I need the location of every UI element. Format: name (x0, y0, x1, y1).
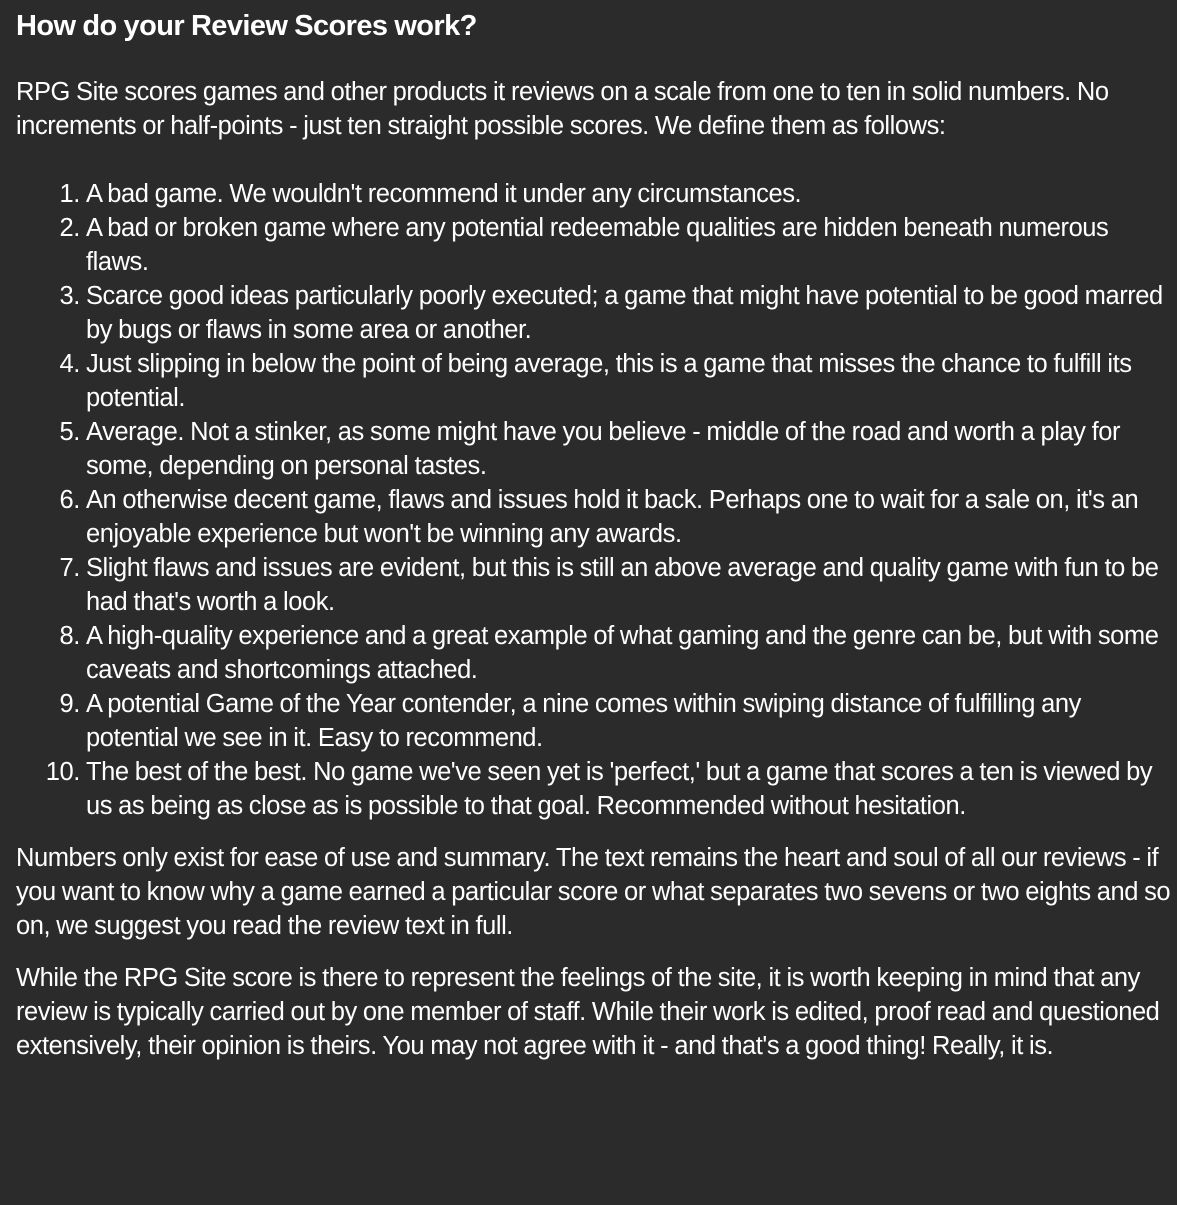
numbers-paragraph: Numbers only exist for ease of use and summary. The text remains the heart and soul of all our reviews - if you want to know why a game earned a particular score or what separates two sevens or two eights and so on, we suggest you read the review text in full. (16, 844, 1171, 940)
score-3-definition: 3. Scarce good ideas particularly poorly executed; a game that might have potential to be good marred by bugs or flaws in some area or another. (86, 279, 1171, 347)
score-1-definition: 1. A bad game. We wouldn't recommend it under any circumstances. (86, 177, 1171, 211)
score-4-definition: 4. Just slipping in below the point of being average, this is a game that misses the chance to fulfill its potential. (86, 347, 1171, 415)
score-9-definition: 9. A potential Game of the Year contender, a nine comes within swiping distance of fulfilling any potential we see in it. Easy to recommend. (86, 687, 1171, 755)
intro-paragraph: RPG Site scores games and other products it reviews on a scale from one to ten in solid numbers. No increments or half-points - just ten straight possible scores. We define them as follows: (16, 78, 1109, 140)
score-8-definition: 8. A high-quality experience and a great example of what gaming and the genre can be, but with some caveats and shortcomings attached. (86, 619, 1171, 687)
opinion-paragraph: While the RPG Site score is there to represent the feelings of the site, it is worth keeping in mind that any review is typically carried out by one member of staff. While their work is edited, proof read and questioned extensively, their opinion is theirs. You may not agree with it - and that's a good thing! Really, it is. (16, 964, 1160, 1060)
score-5-definition: 5. Average. Not a stinker, as some might have you believe - middle of the road and worth a play for some, depending on personal tastes. (86, 415, 1171, 483)
faq-heading: How do your Review Scores work? (16, 10, 477, 42)
score-definitions-list (16, 161, 1171, 823)
score-7-definition: 7. Slight flaws and issues are evident, but this is still an above average and quality game with fun to be had that's worth a look. (86, 551, 1171, 619)
score-10-definition: 10. The best of the best. No game we've seen yet is 'perfect,' but a game that scores a ten is viewed by us as being as close as is possible to that goal. Recommended without hesitation. (86, 755, 1171, 823)
score-6-definition: 6. An otherwise decent game, flaws and issues hold it back. Perhaps one to wait for a sale on, it's an enjoyable experience but won't be winning any awards. (86, 483, 1171, 551)
score-2-definition: 2. A bad or broken game where any potential redeemable qualities are hidden beneath numerous flaws. (86, 211, 1171, 279)
